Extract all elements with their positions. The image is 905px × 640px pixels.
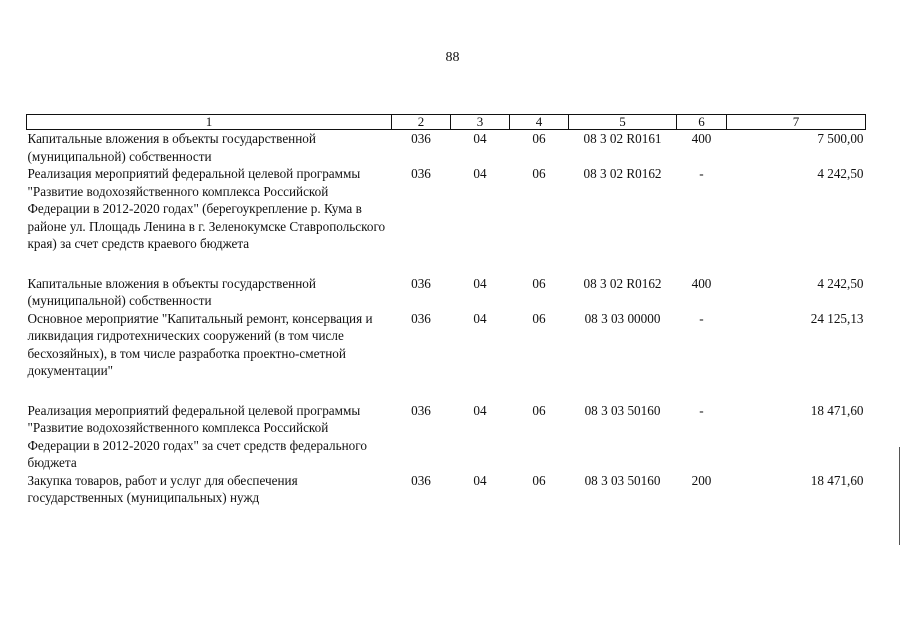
cell-ministry: 036 (411, 402, 431, 418)
header-col-1: 1 (27, 115, 392, 130)
table-row (27, 402, 866, 472)
cell-expense-type: 200 (691, 472, 712, 488)
header-col-6: 6 (677, 115, 727, 130)
cell-amount: 7 500,00 (817, 131, 864, 146)
cell-amount: 18 471,60 (810, 472, 864, 488)
cell-subsection: 06 (532, 472, 546, 488)
cell-subsection: 06 (532, 275, 546, 291)
table-row (27, 310, 866, 380)
cell-amount: 4 242,50 (817, 275, 864, 291)
scan-artifact-line (899, 447, 900, 545)
cell-target-article: 08 3 03 50160 (584, 402, 661, 418)
table-row (27, 275, 866, 310)
cell-name: Капитальные вложения в объекты государственной (муниципальной) собственности (27, 275, 316, 308)
cell-expense-type: - (699, 402, 704, 418)
cell-ministry: 036 (411, 166, 431, 181)
cell-section: 04 (473, 275, 487, 291)
spacer-row (27, 380, 866, 402)
cell-ministry: 036 (411, 131, 431, 146)
header-col-5: 5 (569, 115, 677, 130)
cell-target-article: 08 3 02 R0162 (583, 275, 662, 291)
header-col-3: 3 (451, 115, 510, 130)
table-row (27, 165, 866, 253)
cell-subsection: 06 (532, 131, 546, 146)
cell-expense-type: 400 (691, 131, 712, 146)
cell-expense-type: 400 (691, 275, 712, 291)
page-number: 88 (445, 50, 460, 65)
cell-target-article: 08 3 03 50160 (584, 472, 661, 488)
cell-section: 04 (473, 131, 487, 146)
budget-table (26, 114, 866, 507)
cell-subsection: 06 (532, 310, 546, 326)
header-col-2: 2 (392, 115, 451, 130)
cell-target-article: 08 3 03 00000 (584, 310, 661, 326)
table-row (27, 472, 866, 507)
cell-subsection: 06 (532, 166, 546, 181)
cell-section: 04 (473, 472, 487, 488)
header-col-4: 4 (510, 115, 569, 130)
cell-amount: 18 471,60 (810, 402, 864, 418)
cell-target-article: 08 3 02 R0161 (583, 131, 662, 146)
cell-section: 04 (473, 402, 487, 418)
cell-name: Капитальные вложения в объекты государственной (муниципальной) собственности (27, 131, 316, 164)
cell-expense-type: - (699, 166, 704, 181)
spacer-row (27, 253, 866, 275)
cell-name: Основное мероприятие "Капитальный ремонт, консервация и ликвидация гидротехнических сооружений (в том числе бесхозяйных), в том числе разработка проектно-сметной документации" (27, 310, 373, 378)
cell-subsection: 06 (532, 402, 546, 418)
cell-name: Реализация мероприятий федеральной целевой программы "Развитие водохозяйственного комплекса Российской Федерации в 2012-2020 годах" (берегоукрепление р. Кума в районе ул. Площадь Ленина в г. Зеленокумске Ставропольского края) за счет средств краевого бюджета (27, 166, 386, 251)
table-row (27, 130, 866, 166)
cell-ministry: 036 (411, 472, 431, 488)
cell-name: Реализация мероприятий федеральной целевой программы "Развитие водохозяйственного комплекса Российской Федерации в 2012-2020 годах" за счет средств федерального бюджета (27, 402, 367, 470)
cell-amount: 4 242,50 (817, 166, 864, 181)
cell-expense-type: - (699, 310, 704, 326)
cell-section: 04 (473, 310, 487, 326)
header-col-7: 7 (727, 115, 866, 130)
cell-ministry: 036 (411, 310, 431, 326)
cell-name: Закупка товаров, работ и услуг для обеспечения государственных (муниципальных) нужд (27, 472, 298, 505)
cell-amount: 24 125,13 (810, 310, 864, 326)
cell-section: 04 (473, 166, 487, 181)
cell-target-article: 08 3 02 R0162 (583, 166, 662, 181)
table-header-row (27, 115, 866, 130)
cell-ministry: 036 (411, 275, 431, 291)
